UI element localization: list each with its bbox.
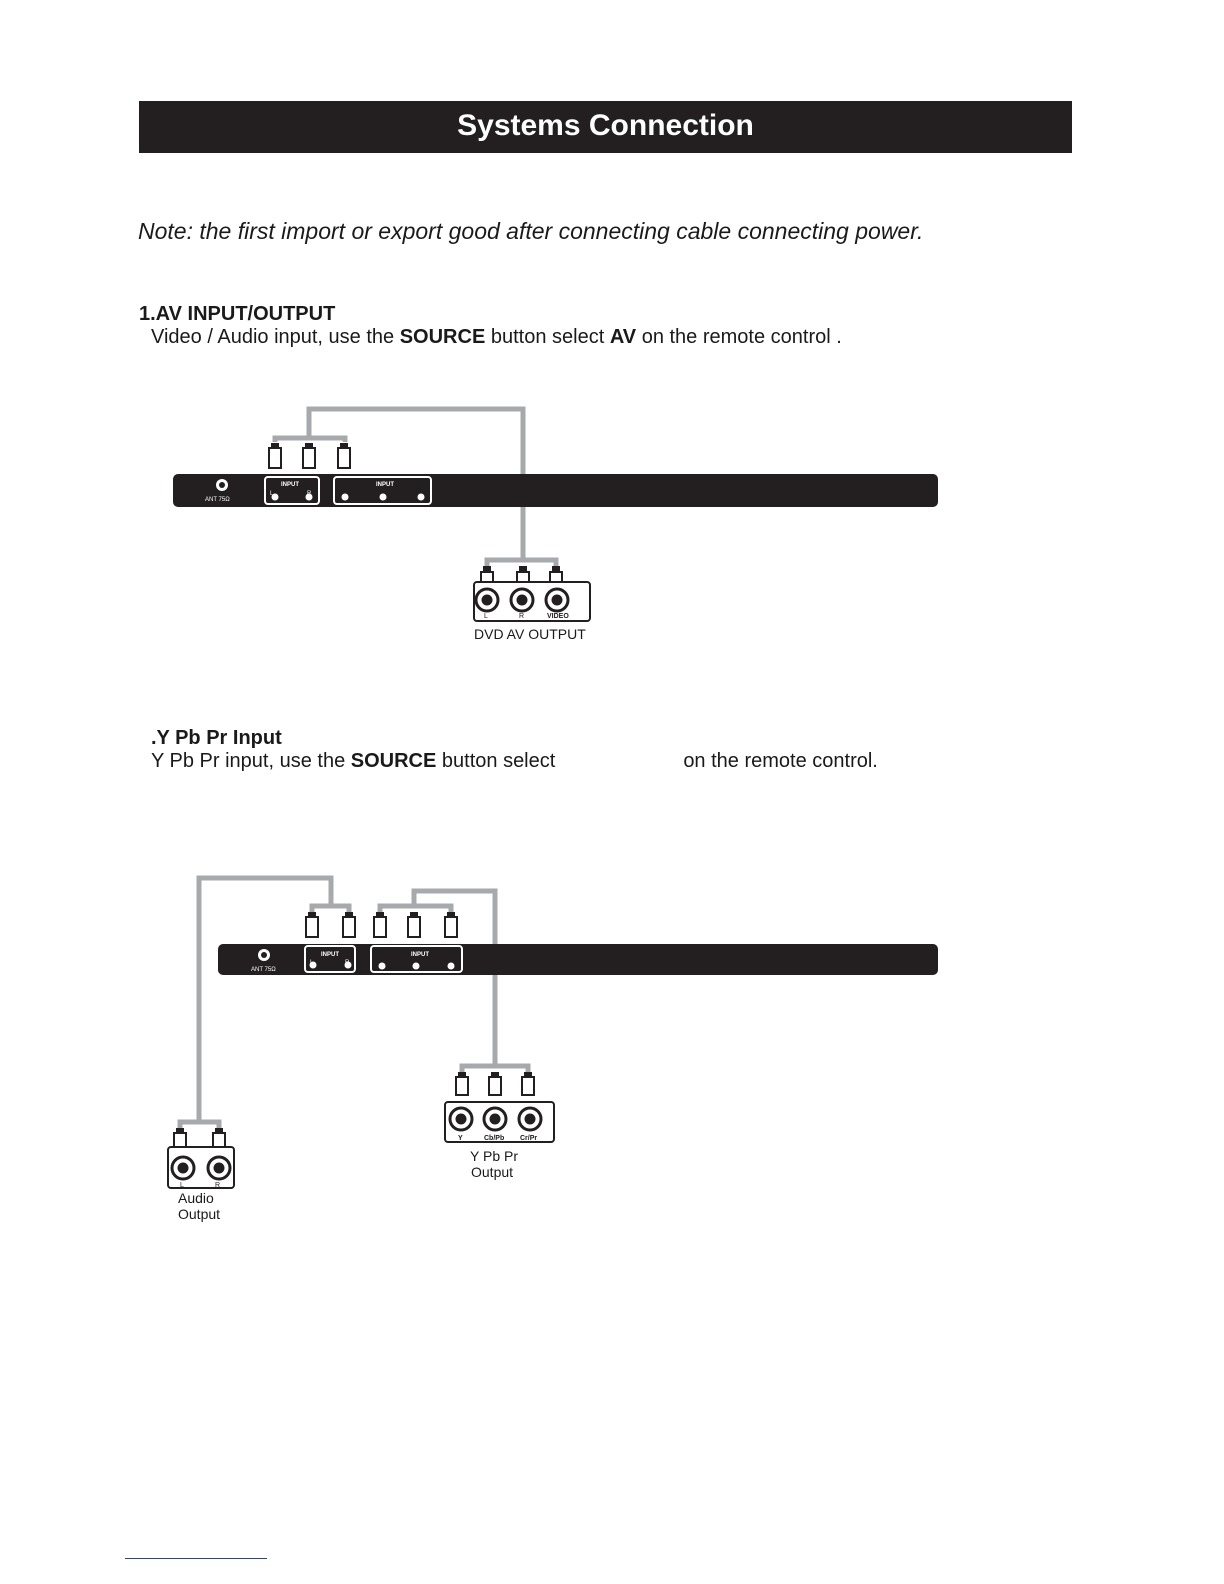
ypbpr-desc-text-2: button select xyxy=(436,750,556,772)
ant-label-2: ANT 75Ω xyxy=(251,967,276,973)
av-desc-text-2: button select xyxy=(485,326,610,348)
input-label-2b: INPUT xyxy=(411,952,429,958)
av-panel-plugs xyxy=(269,448,350,468)
input-label-2a: INPUT xyxy=(321,952,339,958)
plug-icon xyxy=(338,448,350,468)
ypbpr-caption-1: Y Pb Pr xyxy=(470,1148,518,1164)
note-text: Note: the first import or export good after connecting cable connecting power. xyxy=(138,218,924,244)
ypbpr-y-label: Y xyxy=(458,1135,463,1142)
panel-r-label-1: R xyxy=(307,491,312,497)
av-desc-text-1: Video / Audio input, use the xyxy=(151,326,400,348)
panel-l-label-1: L xyxy=(270,491,274,497)
dvd-l-label: L xyxy=(484,613,488,620)
dvd-r-label: R xyxy=(519,613,525,620)
section-av-title: 1.AV INPUT/OUTPUT xyxy=(139,303,336,325)
ypbpr-desc-text-3: on the remote control. xyxy=(683,750,878,772)
plug-icon xyxy=(269,448,281,468)
ypbpr-desc-source: SOURCE xyxy=(350,750,437,772)
audio-caption-2: Output xyxy=(178,1206,221,1222)
ant-label-1: ANT 75Ω xyxy=(205,497,230,503)
page-title: Systems Connection xyxy=(139,101,1072,153)
audio-caption-1: Audio xyxy=(178,1190,214,1206)
ypbpr-cb-label: Cb/Pb xyxy=(484,1135,505,1142)
av-desc-text-3: on the remote control . xyxy=(636,326,842,348)
section-ypbpr-title: .Y Pb Pr Input xyxy=(151,727,282,749)
audio-l-label: L xyxy=(180,1182,184,1189)
ypbpr-desc-text-1: Y Pb Pr input, use the xyxy=(151,750,351,772)
plug-icon xyxy=(303,448,315,468)
footer-rule xyxy=(125,1558,267,1559)
av-desc-source: SOURCE xyxy=(399,326,486,348)
av-desc-av: AV xyxy=(609,326,637,348)
input-label-1b: INPUT xyxy=(376,482,394,488)
audio-r-label: R xyxy=(215,1182,221,1189)
ypbpr-caption-2: Output xyxy=(471,1164,514,1180)
panel-l-label-2: L xyxy=(310,960,314,966)
dvd-video-label: VIDEO xyxy=(547,613,569,620)
dvd-caption: DVD AV OUTPUT xyxy=(474,626,586,642)
ypbpr-cr-label: Cr/Pr xyxy=(520,1135,538,1142)
panel-r-label-2: R xyxy=(345,960,350,966)
input-label-1a: INPUT xyxy=(281,482,299,488)
